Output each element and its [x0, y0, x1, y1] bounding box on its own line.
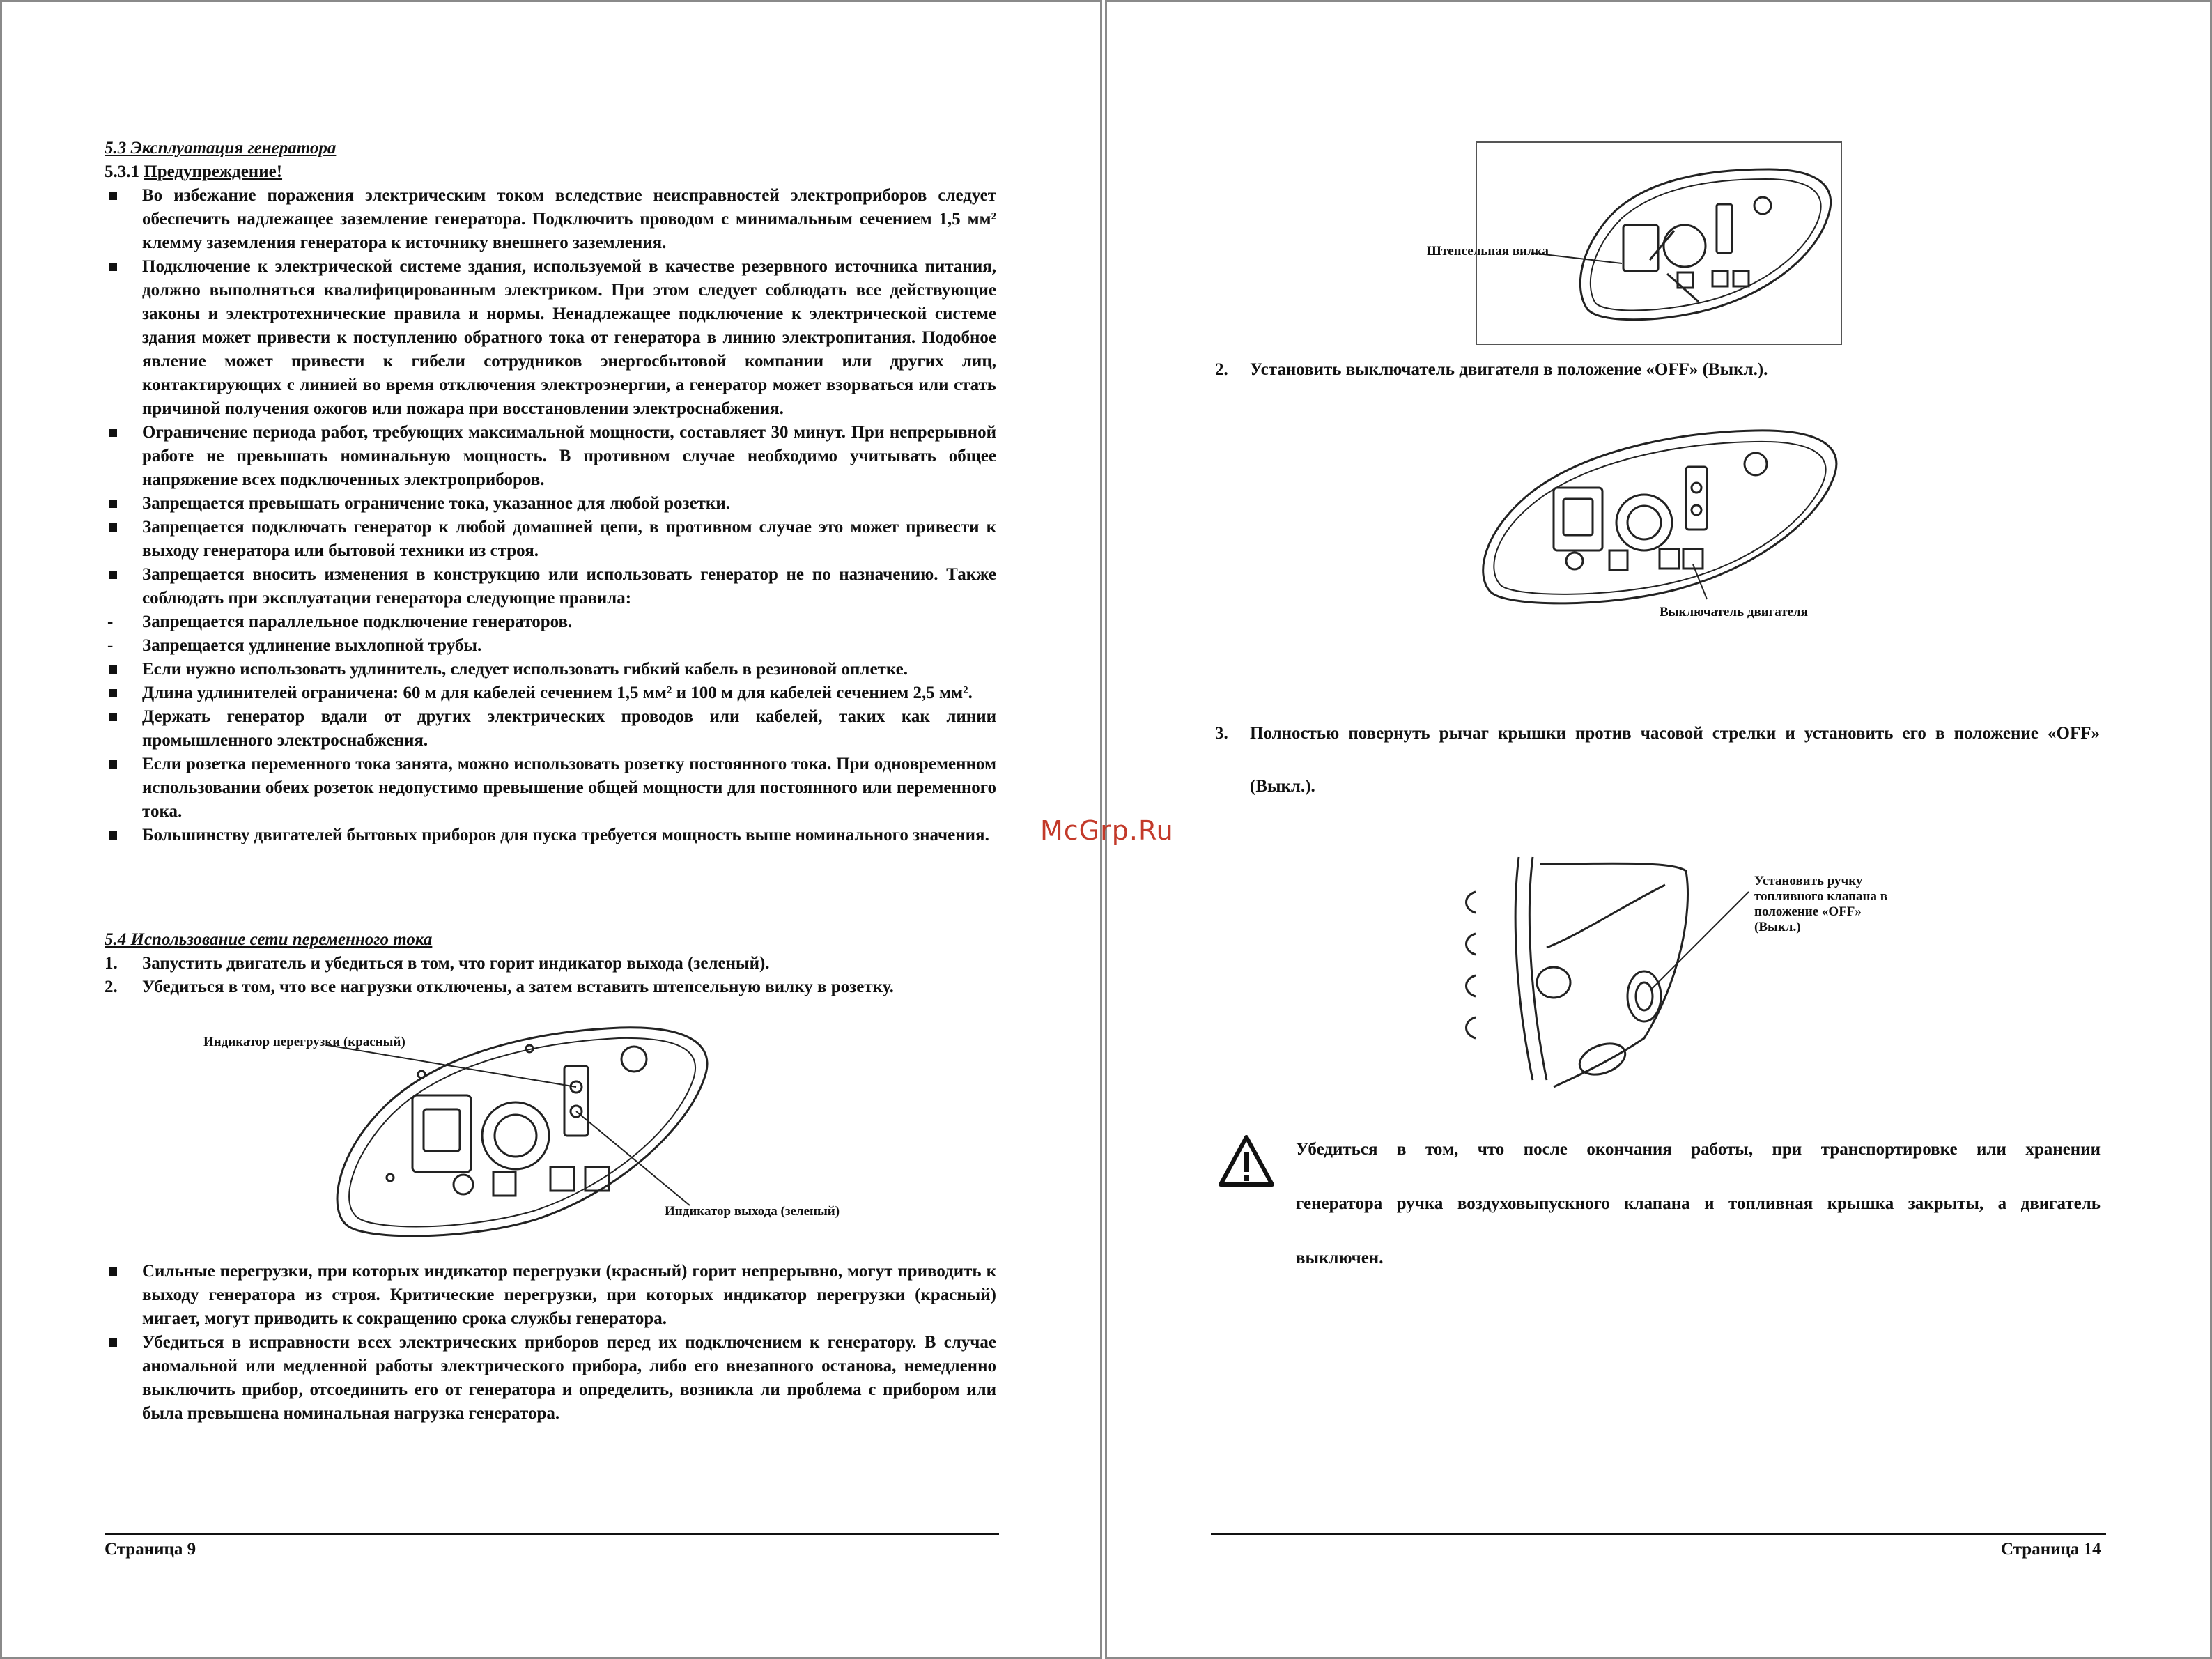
warning-text: Запрещается параллельное подключение генераторов. — [142, 612, 573, 631]
output-indicator-label: Индикатор выхода (зеленый) — [665, 1204, 840, 1219]
fuel-valve-label-line: положение «OFF» — [1754, 904, 1862, 919]
warning-text: Держать генератор вдали от других электрических проводов или кабелей, таких как линии промышленного электроснабжения. — [142, 707, 996, 750]
warning-line-3: выключен. — [1296, 1249, 1384, 1267]
note-item — [105, 1260, 996, 1331]
steps-list — [105, 952, 996, 999]
step-number: 1. — [105, 954, 118, 973]
footer-rule-right — [1211, 1533, 2106, 1535]
warning-item — [105, 753, 996, 824]
step-2: 2. Установить выключатель двигателя в положение «OFF» (Выкл.). — [1215, 360, 1768, 379]
warning-item — [105, 681, 996, 705]
note-item — [105, 1331, 996, 1426]
engine-switch-figure — [1477, 425, 1839, 606]
page-number-left: Страница 9 — [105, 1540, 196, 1559]
warning-text: Длина удлинителей ограничена: 60 м для кабелей сечением 1,5 мм² и 100 м для кабелей сечением 2,5 мм². — [142, 684, 973, 702]
warning-item — [105, 255, 996, 421]
control-panel-figure — [327, 1017, 718, 1240]
footer-rule-left — [105, 1533, 999, 1535]
plug-figure — [1476, 141, 1842, 345]
warning-text: Большинству двигателей бытовых приборов для пуска требуется мощность выше номинального значения. — [142, 826, 989, 844]
section-5-3-1-heading: 5.3.1 Предупреждение! — [105, 162, 283, 181]
warning-text: Если нужно использовать удлинитель, следует использовать гибкий кабель в резиновой оплетке. — [142, 660, 908, 679]
warning-item — [105, 516, 996, 563]
engine-switch-label: Выключатель двигателя — [1660, 605, 1809, 619]
warning-item — [105, 634, 996, 658]
warning-item — [105, 610, 996, 634]
warning-item — [105, 563, 996, 610]
step-item — [105, 975, 996, 999]
warning-text: Ограничение периода работ, требующих максимальной мощности, составляет 30 минут. При непрерывной работе не превышать номинальную мощность. В противном случае необходимо учитывать общее напряжение всех подключенных электроприборов. — [142, 423, 996, 489]
warning-item — [105, 184, 996, 255]
plug-label: Штепсельная вилка — [1427, 244, 1549, 259]
warning-line-1: Убедиться в том, что после окончания работы, при транспортировке или хранении — [1296, 1140, 2101, 1159]
warning-item — [105, 492, 996, 516]
warning-item — [105, 824, 996, 847]
warning-text: Подключение к электрической системе здания, используемой в качестве резервного источника питания, должно выполняться квалифицированным электриком. При этом следует соблюдать все действующие законы и электротехнические правила и нормы. Ненадлежащее подключение к электрической системе здания может привести к поступлению обратного тока от генератора в линию электропитания. Подобное явление может привести к гибели сотрудников энергосбытовой компании или других лиц, контактирующих с линией во время отключения электроэнергии, а генератор может взорваться или стать причиной получения ожогов или пожара при восстановлении электроснабжения. — [142, 257, 996, 418]
warning-text: Запрещается превышать ограничение тока, указанное для любой розетки. — [142, 494, 730, 513]
fuel-valve-figure — [1463, 857, 1770, 1101]
step-3-continuation: (Выкл.). — [1250, 777, 1315, 796]
step-text: Запустить двигатель и убедиться в том, что горит индикатор выхода (зеленый). — [142, 954, 770, 973]
fuel-valve-label-line: (Выкл.) — [1754, 920, 1801, 934]
warning-triangle-icon — [1218, 1134, 1275, 1187]
overload-indicator-label: Индикатор перегрузки (красный) — [203, 1035, 405, 1049]
fuel-valve-label-line: топливного клапана в — [1754, 889, 1888, 904]
warning-text: Во избежание поражения электрическим током вследствие неисправностей электроприборов следует обеспечить надлежащее заземление генератора. Подключить проводом с минимальным сечением 1,5 мм² клемму заземления генератора к источнику внешнего заземления. — [142, 186, 996, 252]
warning-line-2: генератора ручка воздуховыпускного клапана и топливная крышка закрыты, а двигатель — [1296, 1194, 2101, 1213]
warning-text: Запрещается вносить изменения в конструкцию или использовать генератор не по назначению. Также соблюдать при эксплуатации генератора следующие правила: — [142, 565, 996, 608]
warning-item — [105, 421, 996, 492]
note-text: Убедиться в исправности всех электрических приборов перед их подключением к генератору. В случае аномальной или медленной работы электрического прибора, либо его внезапного останова, немедленно выключить прибор, отсоединить его от генератора и определить, возникла ли проблема с прибором или была превышена номинальная нагрузка генератора. — [142, 1333, 996, 1423]
notes-list — [105, 1260, 996, 1426]
note-text: Сильные перегрузки, при которых индикатор перегрузки (красный) горит непрерывно, могут приводить к выходу генератора из строя. Критические перегрузки, при которых индикатор перегрузки (красный) мигает, могут приводить к сокращению срока службы генератора. — [142, 1262, 996, 1328]
warning-text: Если розетка переменного тока занята, можно использовать розетку постоянного тока. При одновременном использовании обеих розеток недопустимо превышение общей мощности для постоянного или переменного тока. — [142, 755, 996, 821]
fuel-valve-label — [1754, 874, 1921, 935]
warning-text: Запрещается удлинение выхлопной трубы. — [142, 636, 482, 655]
step-3: 3. Полностью повернуть рычаг крышки против часовой стрелки и установить его в положение «OFF» — [1215, 724, 2100, 743]
warning-item — [105, 705, 996, 753]
step-item — [105, 952, 996, 975]
watermark: McGrp.Ru — [1040, 815, 1174, 846]
warnings-list — [105, 184, 996, 847]
section-5-4-title: 5.4 Использование сети переменного тока — [105, 930, 433, 949]
warning-text: Запрещается подключать генератор к любой домашней цепи, в противном случае это может привести к выходу генератора или бытовой техники из строя. — [142, 518, 996, 560]
step-text: Убедиться в том, что все нагрузки отключены, а затем вставить штепсельную вилку в розетку. — [142, 978, 894, 996]
warning-item — [105, 658, 996, 681]
page-number-right: Страница 14 — [2001, 1540, 2101, 1559]
step-number: 2. — [105, 978, 118, 996]
section-5-3-title: 5.3 Эксплуатация генератора — [105, 139, 337, 157]
fuel-valve-label-line: Установить ручку — [1754, 874, 1863, 888]
